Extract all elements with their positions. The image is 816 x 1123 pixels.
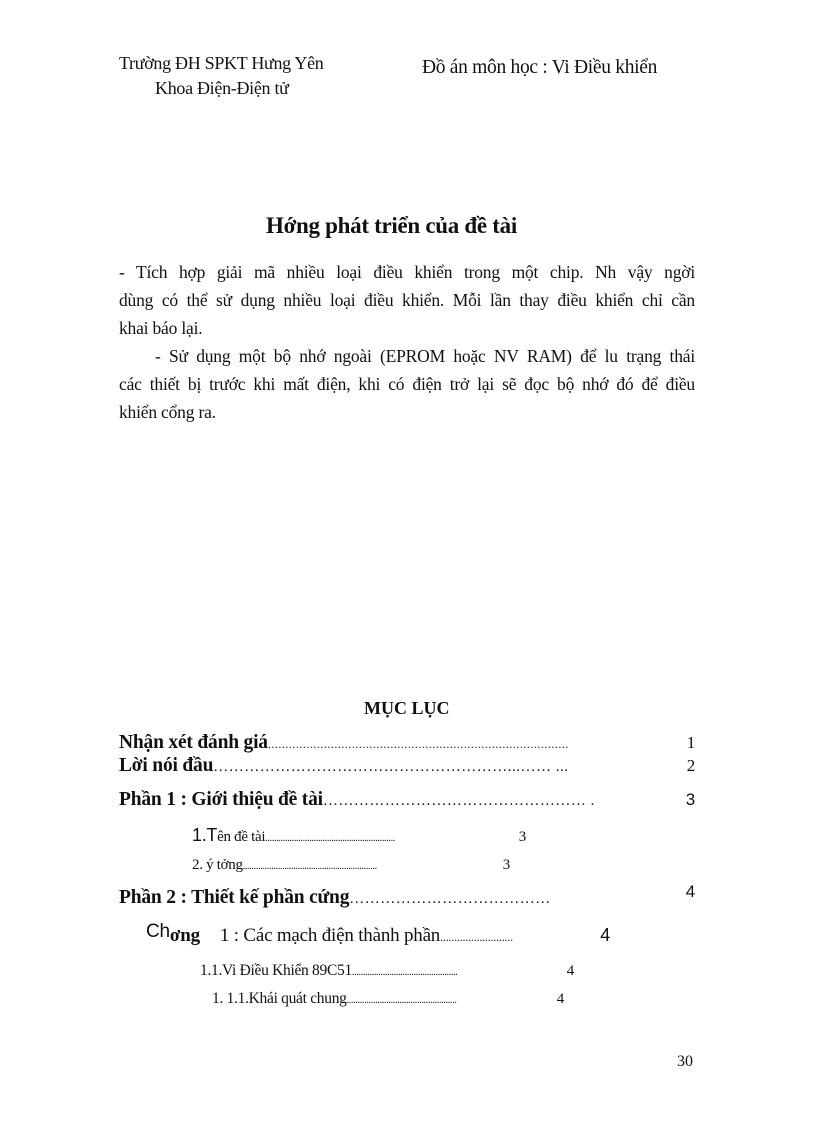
para-line-4: - Sử dụng một bộ nhớ ngoài (EPROM hoặc NV RAM) để lu trạng thái: [155, 346, 695, 366]
toc-entry-page: 3: [518, 829, 526, 845]
toc-entry[interactable]: [119, 732, 695, 754]
para-line-1: - Tích hợp giải mã nhiều loại điều khiển trong một chip. Nh vậy ngời: [119, 262, 695, 282]
toc-entry-dots: .............................................................: [242, 861, 377, 872]
toc-entry-page: 2: [686, 756, 695, 775]
toc-entry-label: 1.1.Vi Điều Khiển 89C51: [200, 962, 352, 979]
toc-entry-label: 2. ý tởng: [192, 857, 243, 873]
toc-entry-dots: ..................................................: [346, 995, 457, 1006]
toc-entry-number: 1.T: [192, 825, 218, 845]
toc-entry-page: 1: [686, 733, 695, 752]
toc-entry-label-2: 1 : Các mạch điện thành phần: [219, 925, 441, 946]
toc-entry-label: Phần 2 : Thiết kế phần cứng: [119, 887, 350, 908]
toc-entry-label: Phần 1 : Giới thiệu đề tài: [119, 789, 323, 810]
header-school: Trường ĐH SPKT Hưng Yên: [119, 53, 324, 73]
para-line-2: dùng có thể sử dụng nhiều loại điều khiển. Mỗi lần thay điều khiển chỉ cần: [119, 290, 695, 310]
toc-entry-page: 3: [502, 857, 510, 873]
toc-heading: MỤC LỤC: [364, 698, 450, 718]
section-title: Hớng phát triển của đề tài: [266, 213, 517, 238]
toc-entry-label: Lời nói đầu: [119, 755, 214, 776]
toc-entry-label: 1. 1.1.Khái quát chung: [212, 990, 347, 1007]
para-line-6: khiển cổng ra.: [119, 402, 216, 422]
toc-entry-dots: …………………………………………… .: [322, 793, 595, 809]
toc-entry-page: 4: [566, 963, 574, 979]
toc-entry[interactable]: [119, 882, 695, 909]
page-number: 30: [677, 1053, 693, 1070]
toc-entry-page: 4: [685, 882, 695, 901]
toc-entry-label: ơng: [169, 925, 200, 946]
toc-entry-number: Ch: [146, 921, 170, 942]
toc-entry-dots: …………………………………………………...…… ...: [213, 759, 569, 775]
toc-entry[interactable]: [119, 789, 695, 811]
toc-entry-page: 4: [600, 925, 610, 945]
toc-entry[interactable]: [119, 755, 695, 777]
toc-entry-label: ên đề tài: [217, 829, 266, 845]
header-course: Đồ án môn học : Vi Điều khiển: [422, 57, 658, 78]
toc-entry-dots: ...........................................................: [265, 833, 396, 844]
toc-entry-label: Nhận xét đánh giá: [119, 732, 268, 753]
toc-entry-page: 3: [685, 790, 695, 809]
toc-entry-dots: ..........................: [440, 930, 513, 944]
toc-entry[interactable]: [192, 825, 526, 846]
para-line-5: các thiết bị trước khi mất điện, khi có điện trở lại sẽ đọc bộ nhớ đó để điều: [119, 374, 695, 394]
para-line-3: khai báo lại.: [119, 318, 203, 338]
toc-entry[interactable]: [146, 921, 610, 947]
header-faculty: Khoa Điện-Điện tử: [155, 78, 289, 98]
toc-entry[interactable]: [200, 962, 574, 980]
toc-entry[interactable]: [212, 990, 564, 1008]
toc-entry-dots: ......................................................................................: [267, 737, 569, 751]
toc-entry-page: 4: [556, 991, 564, 1007]
toc-entry-dots: ................................................: [351, 967, 458, 978]
toc-entry-dots: …………………………………: [349, 891, 551, 907]
toc-entry[interactable]: [192, 857, 510, 874]
